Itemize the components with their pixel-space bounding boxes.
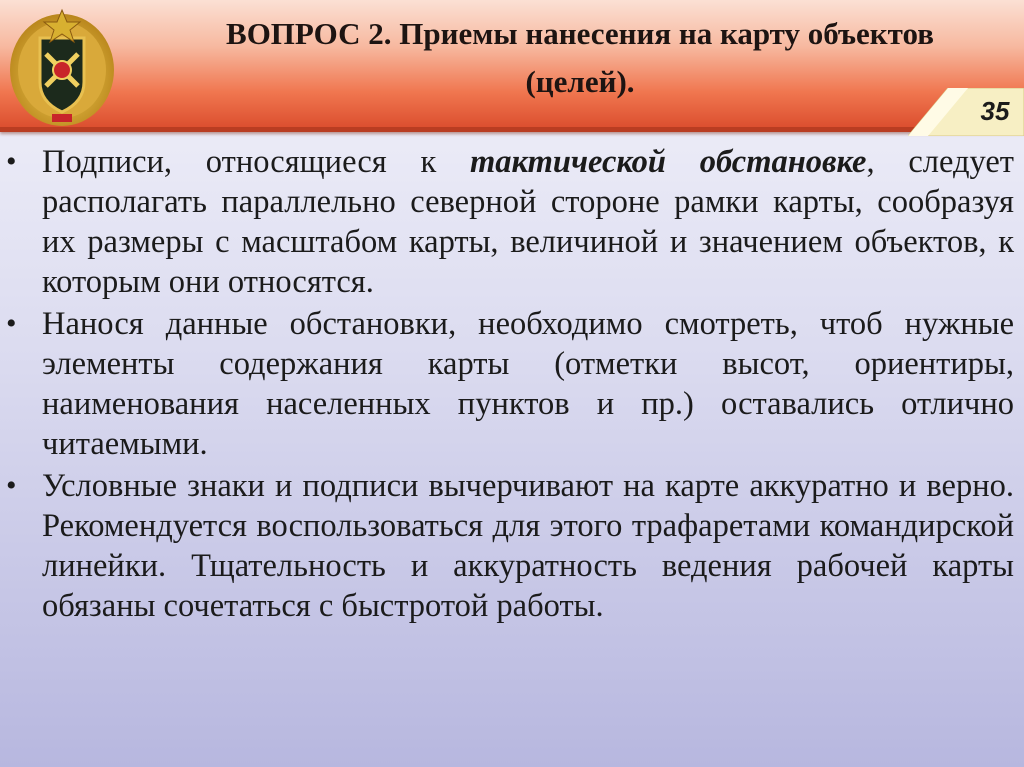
bullet-dot: • bbox=[6, 145, 17, 178]
bullet-item bbox=[0, 466, 1014, 626]
bullet-emphasis: тактической обстановке bbox=[470, 144, 867, 180]
page-number: 35 bbox=[980, 96, 1010, 126]
military-crest-icon bbox=[6, 4, 118, 128]
bullet-list bbox=[0, 142, 1024, 628]
bullet-text-part: Подписи, относящиеся к bbox=[42, 144, 471, 180]
title-line-2: (целей). bbox=[525, 64, 635, 99]
bullet-text-part: , следует располагать параллельно северной стороне рамки карты, сообразуя их размеры с масштабом карты, величиной и значением объектов, к которым они относятся. bbox=[42, 144, 1014, 300]
slide-title bbox=[150, 10, 1010, 106]
bullet-dot: • bbox=[6, 469, 17, 502]
bullet-dot: • bbox=[6, 307, 17, 340]
title-line-1: ВОПРОС 2. Приемы нанесения на карту объектов bbox=[226, 16, 934, 51]
bullet-item bbox=[0, 304, 1014, 464]
bullet-text: Условные знаки и подписи вычерчивают на карте аккуратно и верно. Рекомендуется воспользоваться для этого трафаретами командирской линейки. Тщательность и аккуратность ведения рабочей карты обязаны сочетаться с быстротой работы. bbox=[42, 468, 1014, 624]
bullet-text: Нанося данные обстановки, необходимо смотреть, чтоб нужные элементы содержания карты (отметки высот, ориентиры, наименования населенных пунктов и пр.) оставались отлично читаемыми. bbox=[42, 306, 1014, 462]
header-bar bbox=[0, 0, 1024, 132]
bullet-item bbox=[0, 142, 1014, 302]
